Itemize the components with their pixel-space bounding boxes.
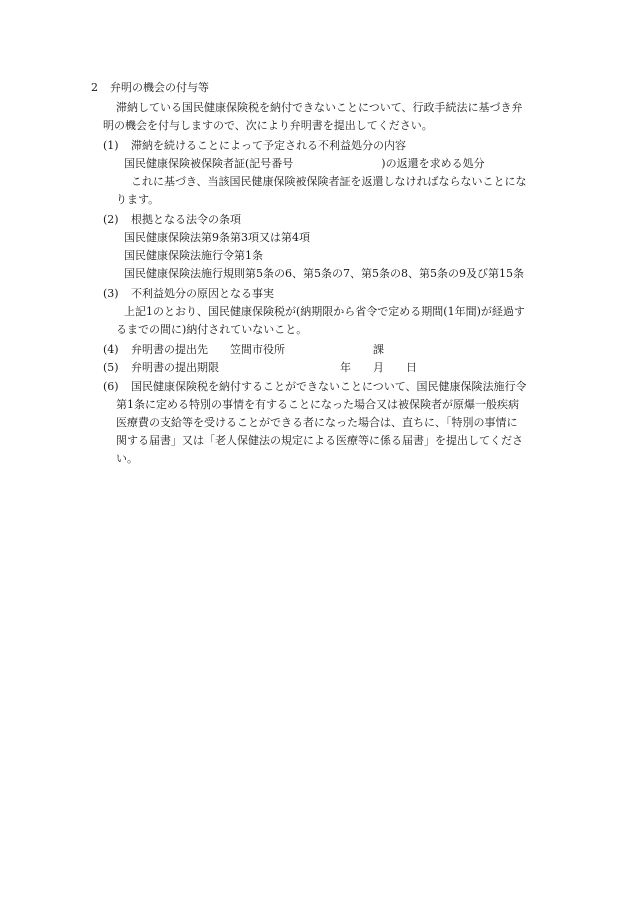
item-4-heading: 弁明書の提出先 笠間市役所 課 [131, 343, 384, 356]
item-6-line-3: 医療費の支給等を受けることができる者になった場合は、直ちに、「特別の事情に [116, 416, 518, 429]
item-6-line-2: 第1条に定める特別の事情を有することになった場合又は被保険者が原爆一般疾病 [116, 398, 519, 411]
item-3-line-1: 上記1のとおり、国民健康保険税が(納期限から省令で定める期間(1年間)が経過す [124, 305, 525, 318]
item-3-heading: 不利益処分の原因となる事実 [131, 287, 274, 300]
item-4-number: (4) [103, 343, 119, 356]
item-1-line-3: ります。 [116, 193, 160, 206]
item-6-line-5: い。 [116, 452, 138, 465]
item-5-heading: 弁明書の提出期限 年 月 日 [131, 361, 417, 374]
item-2-line-1: 国民健康保険法第9条第3項又は第4項 [124, 231, 310, 244]
item-5-number: (5) [103, 361, 119, 374]
section-title: 弁明の機会の付与等 [110, 81, 209, 94]
item-1-heading: 滞納を続けることによって予定される不利益処分の内容 [131, 139, 406, 152]
item-3-number: (3) [103, 287, 119, 300]
item-1-line-1: 国民健康保険被保険者証(記号番号 )の返還を求める処分 [124, 157, 485, 170]
intro-line-2: 明の機会を付与しますので、次により弁明書を提出してください。 [103, 119, 433, 132]
item-3-line-2: るまでの間に)納付されていないこと。 [116, 323, 308, 336]
item-2-number: (2) [103, 213, 119, 226]
item-6-number: (6) [103, 380, 119, 393]
section-number: 2 [91, 81, 98, 94]
item-1-number: (1) [103, 139, 119, 152]
item-6-line-4: 関する届書」又は「老人保健法の規定による医療等に係る届書」を提出してくださ [116, 434, 523, 447]
item-6-line-1: 国民健康保険税を納付することができないことについて、国民健康保険法施行令 [131, 380, 527, 393]
item-2-line-3: 国民健康保険法施行規則第5条の6、第5条の7、第5条の8、第5条の9及び第15条 [124, 267, 524, 280]
item-2-heading: 根拠となる法令の条項 [131, 213, 241, 226]
item-2-line-2: 国民健康保険法施行令第1条 [124, 249, 263, 262]
intro-line-1: 滞納している国民健康保険税を納付できないことについて、行政手続法に基づき弁 [116, 101, 523, 114]
item-1-line-2: これに基づき、当該国民健康保険被保険者証を返還しなければならないことにな [131, 175, 527, 188]
